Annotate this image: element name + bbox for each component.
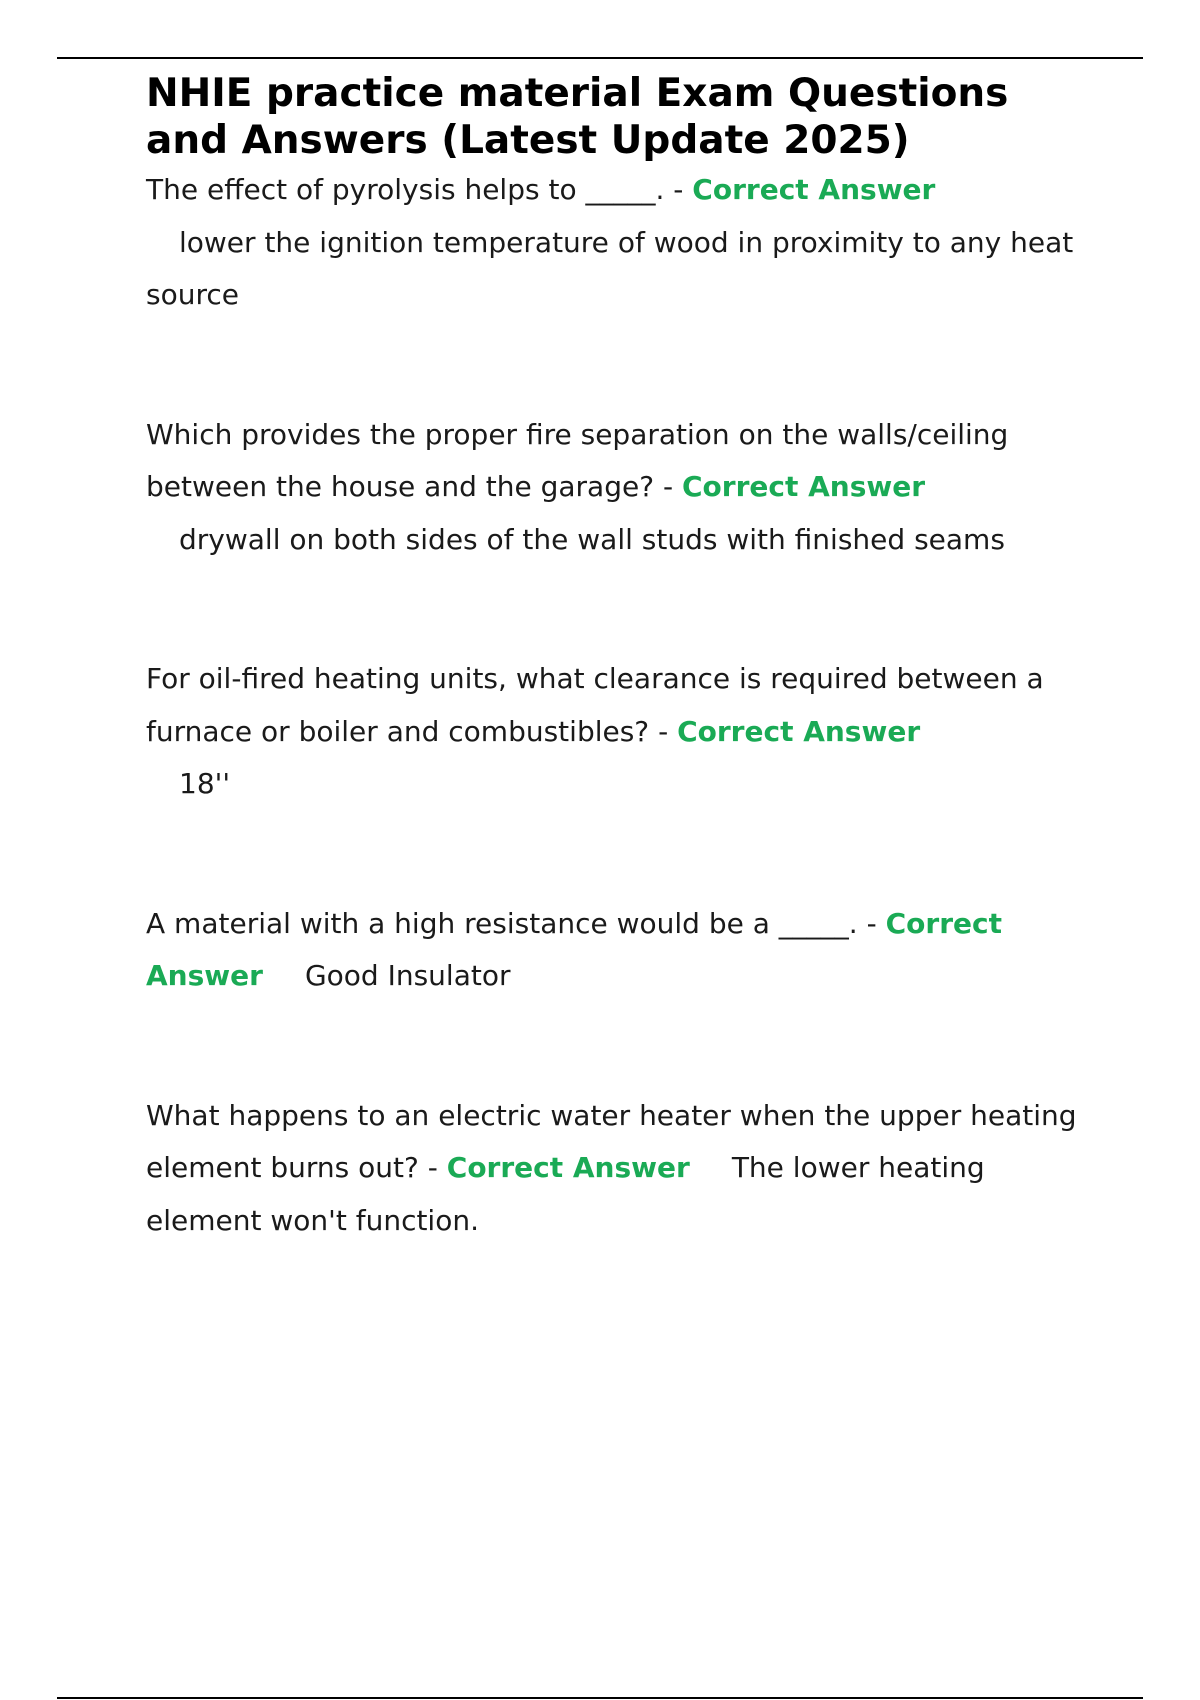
qa-item: What happens to an electric water heater when the upper heating element burns out? - Correct Answer The lower heating element won't function.	[146, 1098, 1077, 1237]
answer-text: lower the ignition temperature of wood in proximity to any heat source	[146, 225, 1074, 311]
correct-answer-label: Correct Answer	[677, 714, 921, 748]
question-text: What happens to an electric water heater when the upper heating element burns out?	[146, 1098, 1077, 1184]
top-rule	[57, 57, 1143, 59]
answer-text: Good Insulator	[304, 959, 511, 992]
question-text: For oil-fired heating units, what clearance is required between a furnace or boiler and combustibles?	[146, 662, 1044, 748]
question-text: The effect of pyrolysis helps to _____.	[146, 173, 665, 206]
question-text: Which provides the proper fire separation on the walls/ceiling between the house and the garage?	[146, 417, 1009, 503]
document-body	[146, 70, 1096, 1247]
correct-answer-label: Correct Answer	[146, 906, 1002, 992]
correct-answer-label: Correct Answer	[446, 1151, 690, 1184]
qa-item: For oil-fired heating units, what clearance is required between a furnace or boiler and combustibles? - Correct Answer 18''	[146, 662, 1044, 800]
document-title: NHIE practice material Exam Questions and Answers (Latest Update 2025)	[146, 71, 1009, 163]
bottom-rule	[57, 1697, 1143, 1699]
answer-text: drywall on both sides of the wall studs with finished seams	[179, 522, 1005, 556]
qa-item: Which provides the proper fire separation on the walls/ceiling between the house and the garage? - Correct Answer drywall on both sides of the wall studs with finished seams	[146, 417, 1009, 556]
qa-item: A material with a high resistance would be a _____. - Correct Answer Good Insulator	[146, 906, 1002, 992]
correct-answer-label: Correct Answer	[681, 470, 926, 503]
qa-item: The effect of pyrolysis helps to _____. - Correct Answer lower the ignition temperature of wood in proximity to any heat source	[146, 173, 1074, 311]
answer-text: The lower heating element won't function.	[146, 1151, 985, 1237]
correct-answer-label: Correct Answer	[692, 173, 936, 206]
question-text: A material with a high resistance would be a _____.	[146, 906, 858, 940]
answer-text: 18''	[179, 767, 231, 800]
